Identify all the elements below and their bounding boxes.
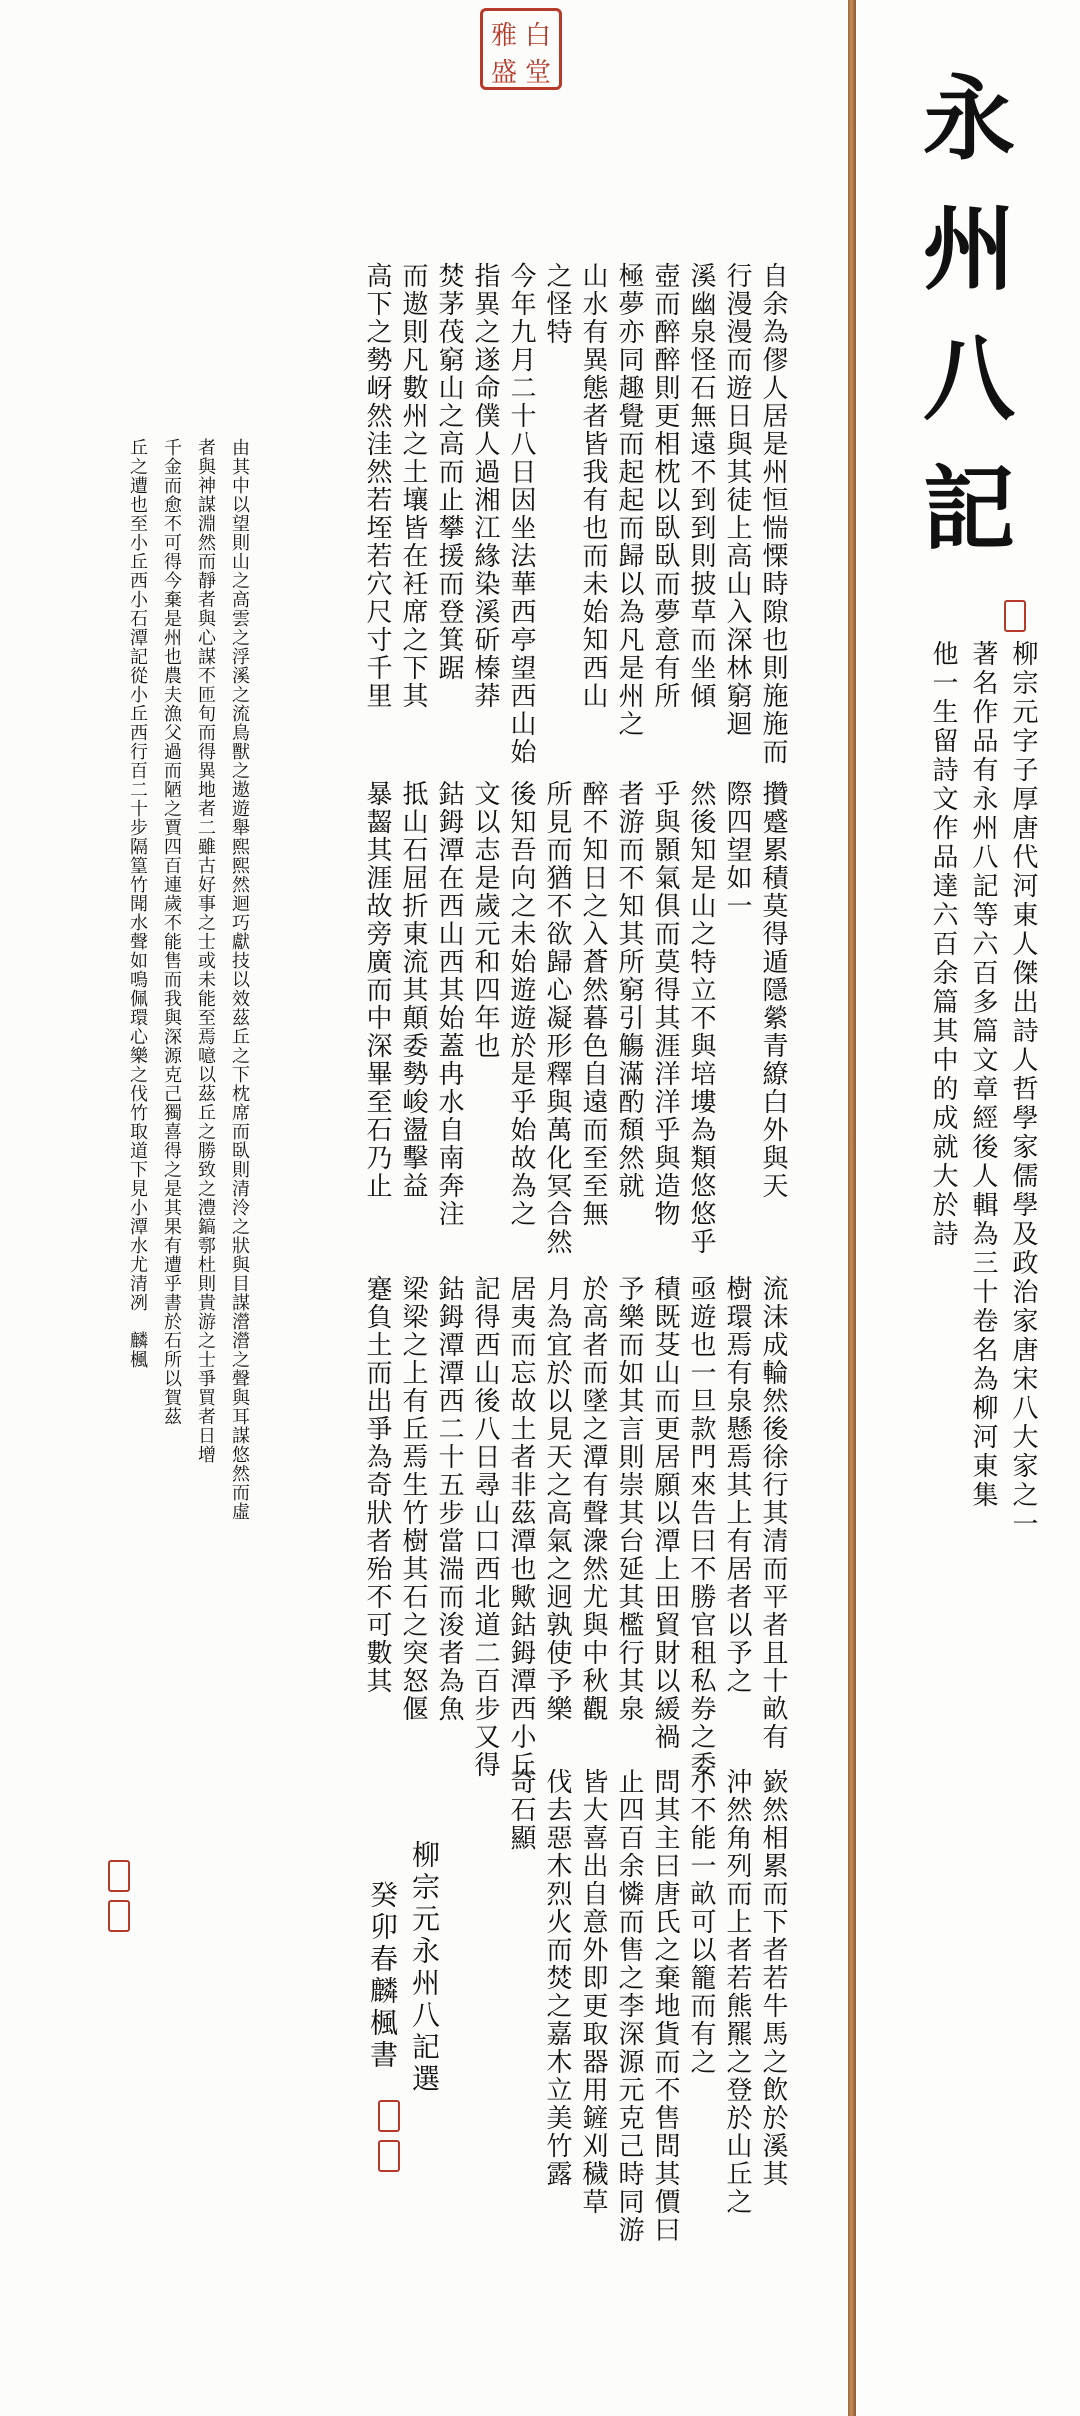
intro-line: 柳宗元字子厚唐代河東人傑出詩人哲學家儒學及政治家唐宋八大家之一 <box>1008 640 1038 1539</box>
text-column: 之怪特 <box>542 262 572 346</box>
seal-small-title <box>1004 600 1026 632</box>
text-column: 壺而醉醉則更相枕以臥臥而夢意有所 <box>650 262 680 710</box>
text-column: 行漫漫而遊日與其徒上高山入深林窮迴 <box>722 262 752 738</box>
seal-small-left-2 <box>108 1900 130 1932</box>
seal-char: 盛 <box>490 58 517 88</box>
seal-top <box>480 8 562 90</box>
seal-small-left <box>108 1860 130 1892</box>
seal-small-signature <box>378 2100 400 2132</box>
text-column: 流沫成輪然後徐行其清而平者且十畝有 <box>758 1275 788 1751</box>
text-column: 溪幽泉怪石無遠不到到則披草而坐傾 <box>686 262 716 710</box>
seal-char: 堂 <box>524 58 551 88</box>
text-column: 伐去惡木烈火而焚之嘉木立美竹露 <box>542 1768 572 2188</box>
seal-small-signature-2 <box>378 2140 400 2172</box>
text-column: 暴齧其涯故旁廣而中深畢至石乃止 <box>362 780 392 1200</box>
text-column: 丘之遭也至小丘西小石潭記從小丘西行百二十步隔篁竹聞水聲如鳴佩環心樂之伐竹取道下見小潭水尤清冽 麟楓 <box>127 438 148 1369</box>
text-column: 由其中以望則山之高雲之浮溪之流鳥獸之遨遊舉熙熙然迴巧獻技以效茲丘之下枕席而臥則清泠之狀與目謀瀯瀯之聲與耳謀悠然而虛 <box>229 438 250 1521</box>
text-column: 者與神謀淵然而靜者與心謀不匝旬而得異地者二雖古好事之士或未能至焉噫以茲丘之勝致之澧鎬鄠杜則貴游之士爭買者日增 <box>195 438 216 1464</box>
text-column: 高下之勢岈然洼然若垤若穴尺寸千里 <box>362 262 392 710</box>
page-title: 永州八記 <box>908 70 1016 590</box>
text-column: 鈷鉧潭在西山西其始蓋冉水自南奔注 <box>434 780 464 1228</box>
text-column: 攢蹙累積莫得遁隱縈青繚白外與天 <box>758 780 788 1200</box>
text-column: 抵山石屈折東流其顛委勢峻盪擊益 <box>398 780 428 1200</box>
seal-char: 雅 <box>490 21 517 51</box>
text-column: 嶔然相累而下者若牛馬之飲於溪其 <box>758 1768 788 2188</box>
text-column: 自余為僇人居是州恒惴慄時隙也則施施而 <box>758 262 788 766</box>
text-column: 奇石顯 <box>506 1768 536 1852</box>
text-column: 記得西山後八日尋山口西北道二百步又得 <box>470 1275 500 1779</box>
text-column: 焚茅茷窮山之高而止攀援而登箕踞 <box>434 262 464 682</box>
text-column: 文以志是歲元和四年也 <box>470 780 500 1060</box>
text-column: 亟遊也一旦款門來告曰不勝官租私券之委 <box>686 1275 716 1779</box>
text-column: 指異之遂命僕人過湘江緣染溪斫榛莽 <box>470 262 500 710</box>
text-column: 月為宜於以見天之高氣之迥孰使予樂 <box>542 1275 572 1723</box>
text-column: 者游而不知其所窮引觴滿酌頹然就 <box>614 780 644 1200</box>
text-column: 樹環焉有泉懸焉其上有居者以予之 <box>722 1275 752 1695</box>
text-column: 千金而愈不可得今棄是州也農夫漁父過而陋之賈四百連歲不能售而我與深源克己獨喜得之是其果有遭乎書於石所以賀茲 <box>161 438 182 1426</box>
text-column: 際四望如一 <box>722 780 752 920</box>
text-column: 乎與顥氣俱而莫得其涯洋洋乎與造物 <box>650 780 680 1228</box>
seal-char: 白 <box>524 21 551 51</box>
text-column: 極夢亦同趣覺而起起而歸以為凡是州之 <box>614 262 644 738</box>
text-column: 然後知是山之特立不與培塿為類悠悠乎 <box>686 780 716 1256</box>
text-column: 沖然角列而上者若熊羆之登於山丘之 <box>722 1768 752 2216</box>
text-column: 積既芟山而更居願以潭上田貿財以緩禍 <box>650 1275 680 1751</box>
text-column: 居夷而忘故土者非茲潭也歟鈷鉧潭西小丘 <box>506 1275 536 1779</box>
intro-line: 著名作品有永州八記等六百多篇文章經後人輯為三十卷名為柳河東集 <box>968 640 998 1510</box>
text-column: 問其主曰唐氏之棄地貨而不售問其價曰 <box>650 1768 680 2244</box>
text-column: 鈷鉧潭潭西二十五步當湍而浚者為魚 <box>434 1275 464 1723</box>
text-column: 止四百余憐而售之李深源元克己時同游 <box>614 1768 644 2244</box>
signature-line: 柳宗元永州八記選 <box>408 1840 441 2096</box>
text-column: 皆大喜出自意外即更取器用鏟刈穢草 <box>578 1768 608 2216</box>
signature-line: 癸卯春麟楓書 <box>366 1880 399 2072</box>
text-column: 後知吾向之未始遊遊於是乎始故為之 <box>506 780 536 1228</box>
text-column: 醉不知日之入蒼然暮色自遠而至至無 <box>578 780 608 1228</box>
text-column: 於高者而墜之潭有聲潨然尤與中秋觀 <box>578 1275 608 1723</box>
text-column: 所見而猶不欲歸心凝形釋與萬化冥合然 <box>542 780 572 1256</box>
text-column: 山水有異態者皆我有也而未始知西山 <box>578 262 608 710</box>
text-column: 小不能一畝可以籠而有之 <box>686 1768 716 2076</box>
scroll-edge <box>848 0 856 2416</box>
text-column: 而遨則凡數州之土壤皆在衽席之下其 <box>398 262 428 710</box>
text-column: 蹇負土而出爭為奇狀者殆不可數其 <box>362 1275 392 1695</box>
text-column: 梁梁之上有丘焉生竹樹其石之突怒偃 <box>398 1275 428 1723</box>
text-column: 今年九月二十八日因坐法華西亭望西山始 <box>506 262 536 766</box>
intro-line: 他一生留詩文作品達六百余篇其中的成就大於詩 <box>928 640 958 1249</box>
text-column: 予樂而如其言則崇其台延其檻行其泉 <box>614 1275 644 1723</box>
